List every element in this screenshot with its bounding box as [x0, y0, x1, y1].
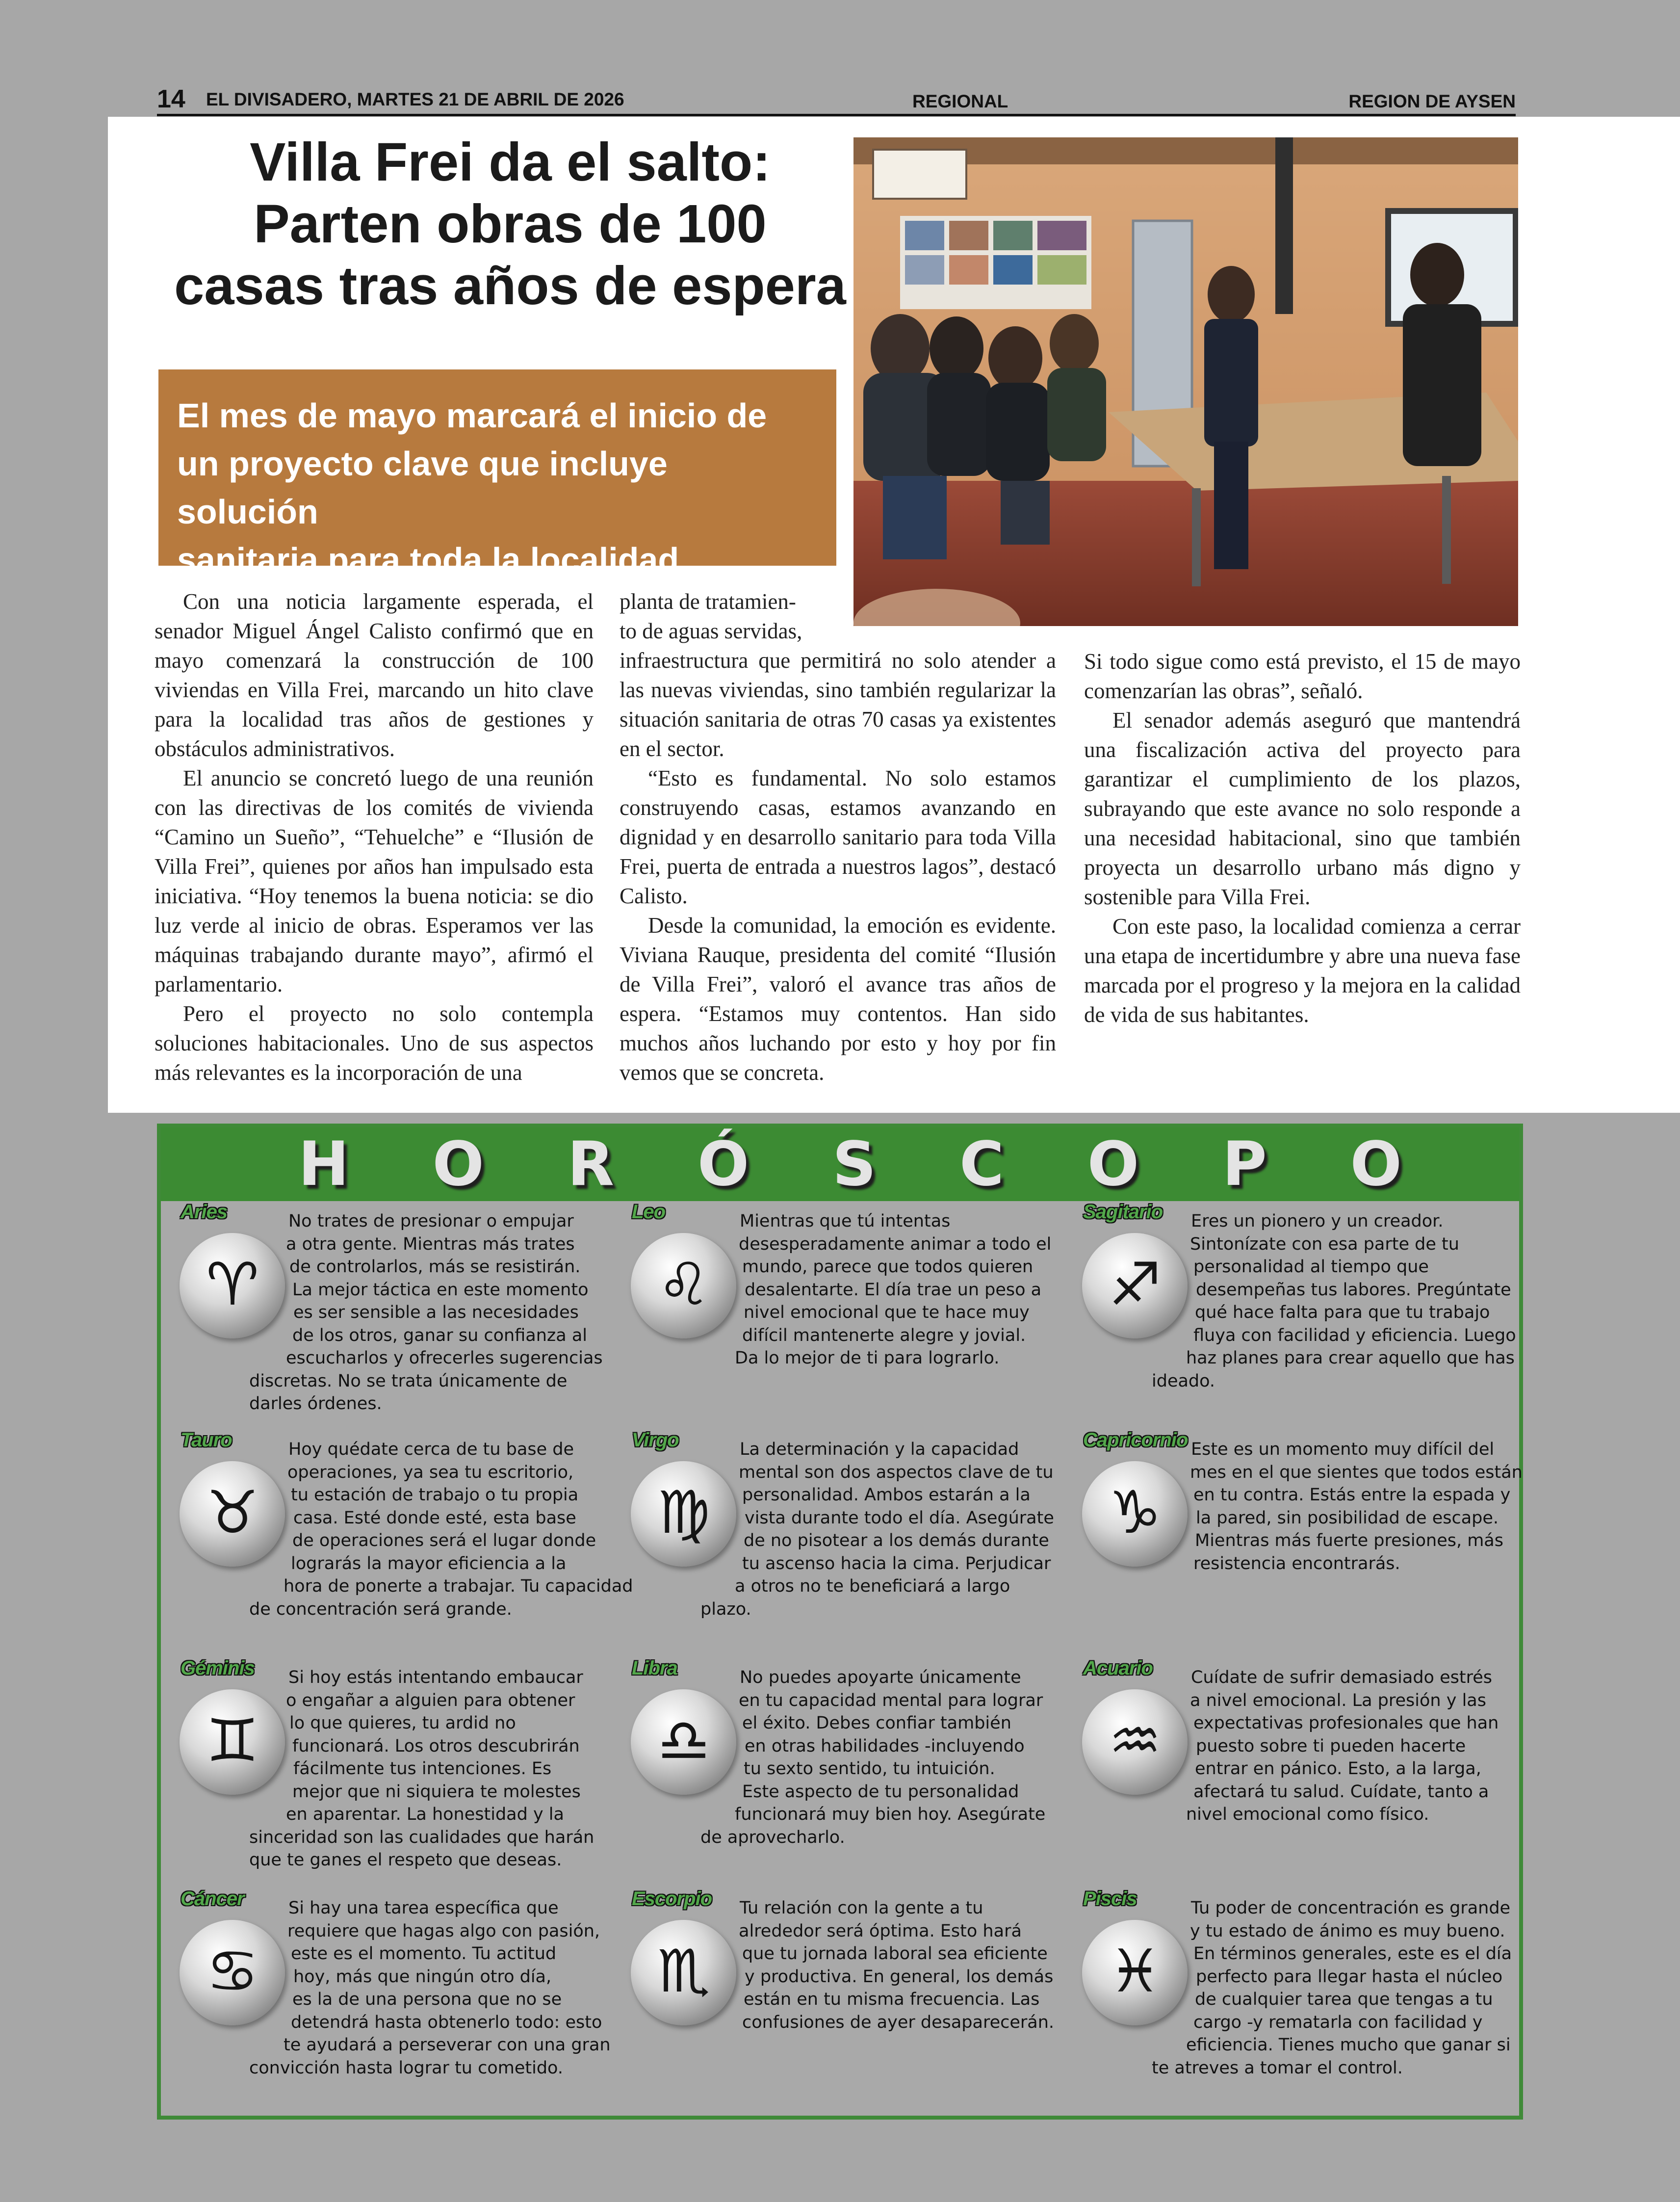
sign-text-line: convicción hasta lograr tu cometido.: [249, 2058, 563, 2078]
deck-line: sanitaria para toda la localidad.: [177, 541, 689, 579]
sign-name: Libra: [632, 1657, 677, 1679]
sign-text-line: puesto sobre ti pueden hacerte: [1196, 1736, 1466, 1756]
sign-text-line: casa. Esté donde esté, esta base: [293, 1508, 576, 1528]
sign-text-line: personalidad al tiempo que: [1193, 1257, 1429, 1277]
svg-text:♍: ♍: [657, 1479, 710, 1547]
sign-text: [234, 1210, 603, 1416]
sign-text-line: tu ascenso hacia la cima. Perjudicar: [742, 1553, 1051, 1573]
sign-text-line: alrededor será óptima. Esto hará: [739, 1921, 1022, 1941]
sign-name: Escorpio: [632, 1888, 712, 1910]
sign-text-line: es ser sensible a las necesidades: [293, 1303, 579, 1322]
title-letter: O: [1350, 1129, 1402, 1200]
sign-text: [686, 1438, 1054, 1621]
sign-text: [686, 1210, 1052, 1370]
sign-libra: [622, 1657, 1063, 1878]
sign-text-line: desesperadamente animar a todo el: [739, 1234, 1052, 1254]
svg-text:♊: ♊: [206, 1707, 259, 1775]
paragraph: El anuncio se concretó luego de una reunión con las directivas de los comités de vivienda “Camino un Sueño”, “Tehuelche” e “Ilusión de Villa Frei”, quienes por años han impulsado esta iniciativa. “Hoy tenemos la buena noticia: se dio luz verde al inicio de obras. Esperamos ver las máquinas trabajando durante mayo”, afirmó el parlamentario.: [155, 766, 594, 996]
svg-text:♋: ♋: [206, 1938, 259, 2006]
sign-name: Géminis: [181, 1657, 255, 1679]
title-letter: P: [1222, 1129, 1267, 1200]
sign-text-line: Hoy quédate cerca de tu base de: [288, 1440, 574, 1459]
deck-line: un proyecto clave que incluye solución: [177, 445, 668, 531]
paragraph: El senador además aseguró que mantendrá una fiscalización activa del proyecto para garantizar el cumplimiento de los plazos, subrayando que este avance no solo responde a una necesidad habitacional, sino que también proyecta un desarrollo urbano más digno y sostenible para Villa Frei.: [1084, 708, 1521, 909]
sign-text-line: confusiones de ayer desaparecerán.: [742, 2012, 1055, 2032]
sign-text-line: mundo, parece que todos quieren: [742, 1257, 1034, 1277]
paragraph-lead: [620, 587, 1056, 646]
sign-text-line: y productiva. En general, los demás: [745, 1966, 1054, 1987]
sign-géminis: [171, 1657, 612, 1878]
sign-text-line: de aprovecharlo.: [700, 1827, 845, 1847]
sign-text-line: están en tu misma frecuencia. Las: [744, 1990, 1040, 2009]
meeting-photo: [853, 137, 1518, 626]
sign-sagitario: [1073, 1201, 1516, 1422]
sign-text-line: de operaciones será el lugar donde: [292, 1531, 596, 1550]
article: [108, 117, 1680, 1113]
article-column-1: [155, 587, 594, 1087]
title-letter: C: [959, 1129, 1005, 1200]
sign-text-line: Si hay una tarea específica que: [288, 1898, 559, 1918]
sign-text-line: Este es un momento muy difícil del: [1191, 1440, 1495, 1459]
sign-aries: [171, 1201, 612, 1422]
sign-virgo: [622, 1429, 1063, 1650]
sign-text-line: de cualquier tarea que tengas a tu: [1195, 1990, 1493, 2009]
sign-text-line: en tu capacidad mental para lograr: [739, 1690, 1043, 1710]
sign-text: [686, 1897, 1055, 2034]
sign-name: Cáncer: [181, 1888, 244, 1910]
title-letter: Ó: [697, 1129, 750, 1200]
sign-tauro: [171, 1429, 633, 1650]
sign-text-line: te ayudará a perseverar con una gran: [284, 2035, 611, 2055]
sign-text-line: haz planes para crear aquello que has: [1186, 1348, 1515, 1368]
lead-line: planta de tratamien-: [620, 589, 796, 614]
sign-text-line: nivel emocional que te hace muy: [744, 1303, 1030, 1322]
sign-text-line: fluya con facilidad y eficiencia. Luego: [1193, 1325, 1516, 1345]
sign-acuario: [1073, 1657, 1515, 1878]
title-letter: O: [432, 1129, 484, 1200]
paragraph: Pero el proyecto no solo contempla soluciones habitacionales. Uno de sus aspectos más relevantes es la incorporación de una: [155, 1001, 594, 1085]
sign-text-line: lo que quieres, tu ardid no: [289, 1713, 516, 1733]
sign-text-line: en tu contra. Estás entre la espada y: [1193, 1485, 1511, 1505]
sign-text-line: Da lo mejor de ti para lograrlo.: [735, 1348, 1000, 1368]
sign-name: Virgo: [632, 1429, 679, 1451]
sign-text-line: qué hace falta para que tu trabajo: [1195, 1303, 1490, 1322]
horoscope-title: [298, 1127, 1402, 1201]
horoscope-title-band: [161, 1127, 1519, 1201]
svg-text:♎: ♎: [657, 1707, 710, 1775]
paragraph: Si todo sigue como está previsto, el 15 de mayo comenzarían las obras”, señaló.: [1084, 649, 1521, 703]
sign-piscis: [1073, 1888, 1515, 2109]
sign-text-line: en aparentar. La honestidad y la: [286, 1805, 564, 1824]
sign-text-line: es la de una persona que no se: [292, 1990, 562, 2009]
sign-text-line: la pared, sin posibilidad de escape.: [1196, 1508, 1499, 1528]
sign-text-line: Este aspecto de tu personalidad: [742, 1782, 1019, 1802]
running-header: [157, 84, 1516, 116]
paper-date: EL DIVISADERO, MARTES 21 DE ABRIL DE 2026: [206, 89, 624, 109]
sign-text-line: en otras habilidades -incluyendo: [745, 1736, 1025, 1756]
sign-text-line: escucharlos y ofrecerles sugerencias: [286, 1348, 603, 1368]
svg-text:♌: ♌: [657, 1251, 710, 1319]
sign-text-line: de controlarlos, más se resistirán.: [289, 1257, 581, 1277]
title-letter: O: [1087, 1129, 1139, 1200]
svg-text:♑: ♑: [1109, 1479, 1162, 1547]
sign-text-line: resistencia encontrarás.: [1193, 1553, 1400, 1573]
sign-text-line: que tu jornada laboral sea eficiente: [742, 1944, 1048, 1964]
sign-text: [234, 1438, 633, 1621]
sign-text-line: el éxito. Debes confiar también: [742, 1713, 1011, 1733]
sign-text-line: Tu poder de concentración es grande: [1191, 1898, 1511, 1918]
sign-name: Capricornio: [1083, 1429, 1188, 1451]
sign-text-line: afectará tu salud. Cuídate, tanto a: [1193, 1782, 1489, 1802]
sign-text-line: sinceridad son las cualidades que harán: [249, 1827, 594, 1847]
sign-text-line: que te ganes el respeto que deseas.: [249, 1850, 562, 1870]
page-number: 14: [157, 85, 185, 113]
sign-text: [1137, 1438, 1523, 1575]
sign-text-line: hoy, más que ningún otro día,: [293, 1966, 552, 1987]
sign-escorpio: [622, 1888, 1063, 2109]
sign-text-line: vista durante todo el día. Asegúrate: [745, 1508, 1054, 1528]
sign-text-line: y tu estado de ánimo es muy bueno.: [1190, 1921, 1505, 1941]
sign-text-line: hora de ponerte a trabajar. Tu capacidad: [284, 1576, 633, 1596]
svg-text:♏: ♏: [657, 1938, 710, 2006]
sign-text-line: funcionará. Los otros descubrirán: [292, 1736, 580, 1756]
sign-text-line: eficiencia. Tienes mucho que ganar si: [1186, 2035, 1511, 2055]
sign-text-line: La mejor táctica en este momento: [292, 1280, 589, 1300]
sign-text-line: No trates de presionar o empujar: [288, 1211, 574, 1231]
title-letter: H: [298, 1129, 349, 1200]
sign-name: Acuario: [1083, 1657, 1153, 1679]
sign-text-line: Sintonízate con esa parte de tu: [1190, 1234, 1459, 1254]
headline-line: Villa Frei da el salto:: [250, 132, 771, 192]
article-column-3: [1084, 647, 1521, 1029]
sign-text-line: nivel emocional como físico.: [1186, 1805, 1429, 1824]
sign-text-line: Eres un pionero y un creador.: [1191, 1211, 1444, 1231]
sign-text-line: fácilmente tus intenciones. Es: [293, 1759, 552, 1779]
sign-cáncer: [171, 1888, 612, 2109]
sign-text-line: La determinación y la capacidad: [740, 1440, 1019, 1459]
deck-line: El mes de mayo marcará el inicio de: [177, 396, 767, 435]
svg-text:♒: ♒: [1109, 1707, 1162, 1775]
paragraph: Con una noticia largamente esperada, el senador Miguel Ángel Calisto confirmó que en mayo comenzará la construcción de 100 viviendas en Villa Frei, marcando un hito clave para la localidad tras años de gestiones y obstáculos administrativos.: [155, 589, 594, 761]
sign-text-line: difícil mantenerte alegre y jovial.: [742, 1325, 1026, 1345]
sign-text-line: expectativas profesionales que han: [1193, 1713, 1499, 1733]
sign-text-line: de no pisotear a los demás durante: [744, 1531, 1049, 1550]
sign-leo: [622, 1201, 1063, 1422]
paragraph: Con este paso, la localidad comienza a cerrar una etapa de incertidumbre y abre una nueva fase marcada por el progreso y la mejora en la calidad de vida de sus habitantes.: [1084, 914, 1521, 1027]
sign-text-line: perfecto para llegar hasta el núcleo: [1196, 1966, 1503, 1987]
sign-text: [1137, 1210, 1516, 1392]
paragraph: Desde la comunidad, la emoción es evidente. Viviana Rauque, presidenta del comité “Ilusión de Villa Frei”, valoró el avance tras años de espera. “Estamos muy contentos. Han sido muchos años luchando por esto y hoy por fin vemos que se concreta.: [620, 913, 1056, 1085]
svg-text:♉: ♉: [206, 1479, 259, 1547]
section-label: REGIONAL: [912, 91, 1008, 111]
horoscope-panel: [157, 1124, 1523, 2120]
deck: [158, 369, 836, 579]
article-column-2: [620, 587, 1056, 1087]
sign-text-line: detendrá hasta obtenerlo todo: esto: [291, 2012, 602, 2032]
title-letter: S: [832, 1129, 877, 1200]
sign-text-line: tu estación de trabajo o tu propia: [291, 1485, 579, 1505]
sign-text-line: tu sexto sentido, tu intuición.: [744, 1759, 995, 1779]
sign-text-line: de los otros, ganar su confianza al: [292, 1325, 588, 1345]
svg-text:♐: ♐: [1109, 1251, 1162, 1319]
headline-line: Parten obras de 100: [254, 194, 767, 254]
sign-text-line: plazo.: [700, 1599, 751, 1619]
paragraph: “Esto es fundamental. No solo estamos construyendo casas, estamos avanzando en dignidad y en desarrollo sanitario para toda Villa Frei, puerta de entrada a nuestros lagos”, destacó Calisto.: [620, 766, 1056, 908]
sign-text: [234, 1897, 611, 2079]
sign-text-line: Mientras que tú intentas: [740, 1211, 951, 1231]
sign-name: Leo: [632, 1201, 666, 1223]
sign-text: [234, 1666, 594, 1872]
sign-text-line: entrar en pánico. Esto, a la larga,: [1195, 1759, 1481, 1779]
sign-capricornio: [1073, 1429, 1523, 1650]
sign-text-line: a nivel emocional. La presión y las: [1190, 1690, 1486, 1710]
sign-text-line: a otros no te beneficiará a largo: [735, 1576, 1010, 1596]
sign-text-line: personalidad. Ambos estarán a la: [742, 1485, 1031, 1505]
sign-text-line: requiere que hagas algo con pasión,: [287, 1921, 600, 1941]
svg-text:♈: ♈: [206, 1251, 259, 1319]
sign-text-line: mes en el que sientes que todos están: [1190, 1462, 1523, 1482]
sign-text-line: este es el momento. Tu actitud: [291, 1944, 557, 1964]
title-letter: R: [567, 1129, 615, 1200]
sign-text: [1137, 1666, 1499, 1826]
paragraph: infraestructura que permitirá no solo atender a las nuevas viviendas, sino también regularizar la situación sanitaria de otras 70 casas ya existentes en el sector.: [620, 648, 1056, 761]
sign-text-line: Tu relación con la gente a tu: [740, 1898, 983, 1918]
headline-line: casas tras años de espera: [174, 256, 846, 316]
sign-text-line: En términos generales, este es el día: [1193, 1944, 1512, 1964]
sign-text-line: desalentarte. El día trae un peso a: [745, 1280, 1042, 1300]
meeting-photo-illustration: [853, 137, 1518, 626]
sign-name: Aries: [181, 1201, 228, 1223]
svg-text:♓: ♓: [1109, 1938, 1162, 2006]
sign-text-line: funcionará muy bien hoy. Asegúrate: [735, 1805, 1046, 1824]
region-label: REGION DE AYSEN: [1348, 91, 1516, 111]
sign-name: Sagitario: [1083, 1201, 1163, 1223]
sign-text-line: discretas. No se trata únicamente de: [249, 1371, 568, 1391]
sign-text-line: de concentración será grande.: [249, 1599, 512, 1619]
sign-text-line: Cuídate de sufrir demasiado estrés: [1191, 1668, 1492, 1687]
sign-text-line: a otra gente. Mientras más trates: [286, 1234, 575, 1254]
sign-text-line: o engañar a alguien para obtener: [286, 1690, 575, 1710]
sign-text-line: darles órdenes.: [249, 1394, 382, 1414]
sign-text-line: No puedes apoyarte únicamente: [740, 1668, 1021, 1687]
sign-text-line: te atreves a tomar el control.: [1152, 2058, 1403, 2078]
sign-text-line: cargo -y rematarla con facilidad y: [1193, 2012, 1483, 2032]
sign-text: [1137, 1897, 1512, 2079]
sign-text-line: operaciones, ya sea tu escritorio,: [287, 1462, 574, 1482]
sign-text: [686, 1666, 1046, 1849]
sign-name: Tauro: [181, 1429, 232, 1451]
sign-text-line: Si hoy estás intentando embaucar: [288, 1668, 583, 1687]
sign-name: Piscis: [1083, 1888, 1137, 1910]
headline: [137, 131, 883, 317]
sign-text-line: mental son dos aspectos clave de tu: [739, 1462, 1054, 1482]
lead-line: to de aguas servidas,: [620, 619, 802, 643]
sign-text-line: desempeñas tus labores. Pregúntate: [1196, 1280, 1511, 1300]
sign-text-line: lograrás la mayor eficiencia a la: [291, 1553, 567, 1573]
sign-text-line: ideado.: [1152, 1371, 1215, 1391]
sign-text-line: Mientras más fuerte presiones, más: [1195, 1531, 1503, 1550]
sign-text-line: mejor que ni siquiera te molestes: [292, 1782, 581, 1802]
